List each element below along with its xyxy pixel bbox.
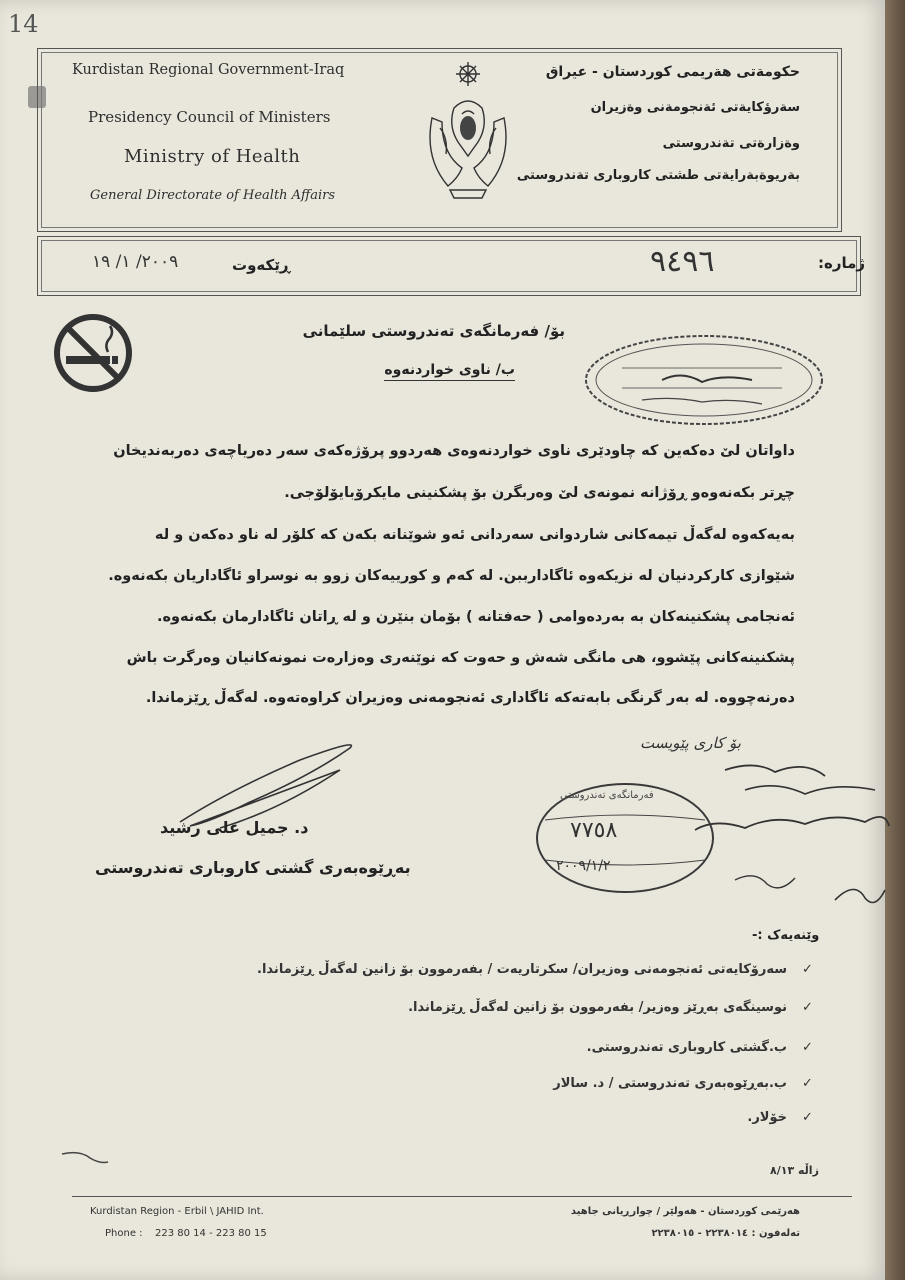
cc-label: وێنەیەک :- <box>752 928 820 943</box>
header-ku-directorate: بةريوةبةرايةتى طشتى كاروبارى تةندروستى <box>516 168 800 183</box>
check-icon: ✓ <box>802 1040 813 1055</box>
check-icon: ✓ <box>802 1110 813 1125</box>
cc-item-1: سەرۆکایەتی ئەنجومەنی وەزیران/ سکرتاریەت / بفەرموون بۆ زانین لەگەڵ ڕێزماندا. <box>257 962 787 977</box>
signatory-title: بەڕێوەبەری گشتی کاروباری تەندروستی <box>95 858 411 877</box>
header-en-government: Kurdistan Regional Government-Iraq <box>72 62 345 78</box>
cc-item-2: نوسینگەی بەڕێز وەزیر/ بفەرموون بۆ زانین لەگەڵ ڕێزماندا. <box>408 1000 787 1015</box>
footer-phone-label: Phone : <box>105 1228 143 1239</box>
kurdistan-emblem-icon <box>418 58 518 206</box>
signatory-name: د. جمیل علی رشید <box>160 818 309 837</box>
pen-stroke-icon <box>60 1148 110 1168</box>
received-stamp-header: فەرمانگەی تەندروستی <box>560 790 654 801</box>
received-stamp-date: ٢٠٠٩/١/٢ <box>556 858 611 874</box>
received-stamp-icon <box>505 760 895 930</box>
letter-paragraph-1: داواتان لێ دەکەین کە چاودێری ناوی خواردنەوەی هەردوو پرۆژەکەی سەر دەریاچەی دەربەندیخان <box>113 443 795 459</box>
header-ku-government: حكومةتى هةريمى كوردستان - عيراق <box>545 64 800 80</box>
check-icon: ✓ <box>802 1000 813 1015</box>
cc-item-5: خۆلار. <box>747 1110 787 1125</box>
reference-date-label: ڕێکەوت <box>232 256 291 274</box>
footer-divider <box>72 1196 852 1197</box>
header-en-directorate: General Directorate of Health Affairs <box>90 188 336 203</box>
letter-paragraph-2: چڕتر بکەنەوەو ڕۆژانە نمونەی لێ وەربگرن بۆ پشکنینی مایکرۆبایۆلۆجی. <box>284 485 795 501</box>
letter-paragraph-4: شێوازی کارکردنیان لە نزیکەوە ئاگادارببن. لە کەم و کورییەکان زوو بە نوسراو ئاگاداریان بکەنەوە. <box>108 568 795 584</box>
page-mark: 14 <box>8 10 39 38</box>
cc-date: زاڵە ٨/١٣ <box>770 1164 819 1177</box>
check-icon: ✓ <box>802 962 813 977</box>
reference-date-value: ٢٠٠٩/ ١/ ١٩ <box>92 252 179 272</box>
no-smoking-icon <box>52 312 134 394</box>
header-ku-ministry: وةزارةتى تةندروستى <box>662 136 800 151</box>
handwritten-note: بۆ کاری پێویست <box>640 734 741 752</box>
letter-subject: ب/ ناوی خواردنەوە <box>384 362 515 381</box>
header-en-ministry: Ministry of Health <box>124 146 301 167</box>
header-ku-council: سةرؤكايةتى ئةنجومةنى وةزيران <box>590 100 800 115</box>
reference-number-label: ژمارە: <box>818 254 866 272</box>
footer-address-en: Kurdistan Region - Erbil \ JAHID Int. <box>90 1206 264 1217</box>
check-icon: ✓ <box>802 1076 813 1091</box>
letter-paragraph-3: بەیەکەوە لەگەڵ تیمەکانی شاردوانی سەردانی ئەو شوێنانە بکەن کە کلۆر لە ناو دەکەن و لە <box>154 527 795 543</box>
letter-paragraph-5: ئەنجامی پشکنینەکان بە بەردەوامی ( حەفتانە ) بۆمان بنێرن و لە ڕاتان ئاگادارمان بکەنەوە. <box>156 609 795 625</box>
letter-paragraph-6: پشکنینەکانی پێشوو، هی مانگی شەش و حەوت کە نوێنەری وەزارەت نمونەکانیان وەرگرت باش <box>126 650 795 666</box>
incoming-stamp-icon <box>582 330 826 430</box>
cc-item-3: ب.گشتی کاروباری تەندروستی. <box>586 1040 787 1055</box>
footer-phone-ku: تەلەفون : ٢٢٣٨٠١٤ - ٢٢٣٨٠١٥ <box>651 1228 800 1239</box>
reference-number-value: ٩٤٩٦ <box>650 244 715 279</box>
letter-recipient: بۆ/ فەرمانگەی تەندروستی سلێمانی <box>302 322 565 340</box>
footer-phone-value: 223 80 14 - 223 80 15 <box>155 1228 267 1239</box>
header-en-council: Presidency Council of Ministers <box>88 108 331 126</box>
received-stamp-number: ٧٧٥٨ <box>570 818 618 843</box>
cc-item-4: ب.بەڕێوەبەری تەندروستی / د. سالار <box>553 1076 787 1091</box>
letter-paragraph-7: دەرنەچووە. لە بەر گرنگی بابەتەکە ئاگاداری ئەنجومەنی وەزیران کراوەتەوە. لەگەڵ ڕێزماندا. <box>145 690 795 706</box>
footer-address-ku: هەرێمی کوردستان - هەولێر / چوارڕیانی جاهید <box>570 1206 800 1217</box>
